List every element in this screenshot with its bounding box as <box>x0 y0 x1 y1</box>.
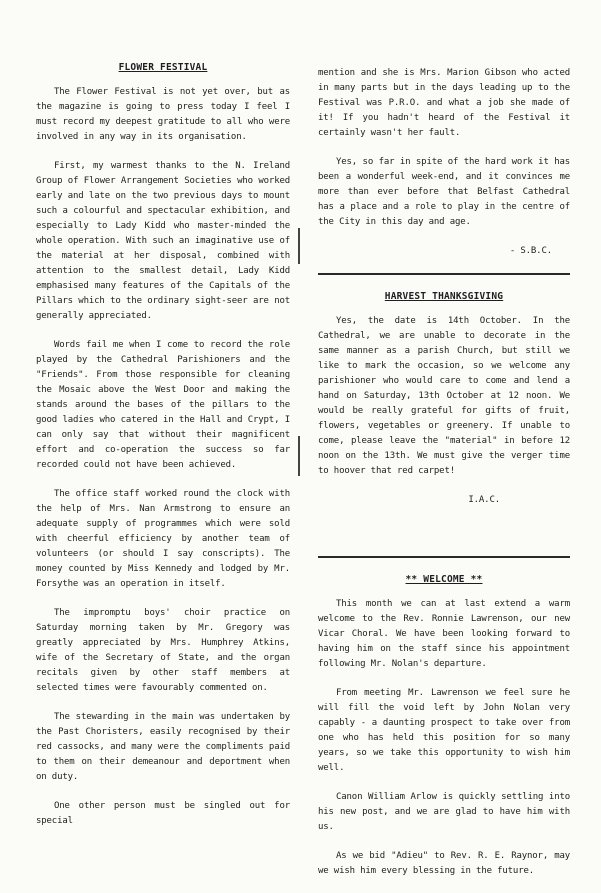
paragraph: The stewarding in the main was undertaken by the Past Choristers, easily recognised by their red cassocks, and many were the compliments paid to them on their demeanour and deportment when on duty. <box>36 712 290 782</box>
paragraph: As we bid "Adieu" to Rev. R. E. Raynor, may we wish him every blessing in the future. <box>318 851 570 876</box>
paragraph: mention and she is Mrs. Marion Gibson who acted in many parts but in the days leading up to the Festival was P.R.O. and what a job she made of it! If you hadn't heard of the Festival it certainly wasn't her fault. <box>318 68 570 138</box>
signature: - S.B.C. <box>509 246 552 256</box>
paragraph: The office staff worked round the clock with the help of Mrs. Nan Armstrong to ensure an adequate supply of programmes which were sold with cheerful efficiency by another team of volunteers (or should I say conscripts). The money counted by Miss Kennedy and lodged by Mr. Forsythe was an operation in itself. <box>36 489 290 589</box>
welcome-heading: ** WELCOME ** <box>405 574 483 585</box>
paragraph: From meeting Mr. Lawrenson we feel sure he will fill the void left by John Nolan very capably - a daunting prospect to take over from one who has held this position for so many years, so we take this opportunity to wish him well. <box>318 688 570 773</box>
right-column <box>318 66 570 893</box>
left-column <box>36 62 290 843</box>
margin-mark <box>298 228 300 264</box>
paragraph: Yes, so far in spite of the hard work it has been a wonderful week-end, and it convinces me more than ever before that Belfast Cathedral has a place and a role to play in the centre of the City in this day and age. <box>318 157 570 227</box>
flower-festival-heading: FLOWER FESTIVAL <box>118 62 208 73</box>
section-divider <box>318 273 570 275</box>
paragraph: Canon William Arlow is quickly settling into his new post, and we are glad to have him with us. <box>318 792 570 832</box>
paragraph: Words fail me when I come to record the role played by the Cathedral Parishioners and the "Friends". From those responsible for cleaning the Mosaic above the West Door and making the stands around the bases of the pillars to the good ladies who catered in the Hall and Crypt, I can only say that without their magnificent effort and co-operation the success so far recorded could not have been achieved. <box>36 340 290 470</box>
margin-mark <box>298 436 300 476</box>
paragraph: The Flower Festival is not yet over, but as the magazine is going to press today I feel I must record my deepest gratitude to all who were involved in any way in its organisation. <box>36 87 290 142</box>
paragraph: First, my warmest thanks to the N. Ireland Group of Flower Arrangement Societies who worked early and late on the two previous days to mount such a colourful and spectacular exhibition, and especially to Lady Kidd who master-minded the whole operation. With such an imaginative use of the material at her disposal, combined with attention to the smallest detail, Lady Kidd emphasised many features of the Capitals of the Pillars which to the ordinary sight-seer are not generally appreciated. <box>36 161 290 321</box>
paragraph: Yes, the date is 14th October. In the Cathedral, we are unable to decorate in the same manner as a parish Church, but still we like to mark the occasion, so we welcome any parishioner who would care to come and lend a hand on Saturday, 13th October at 12 noon. We would be really grateful for gifts of fruit, flowers, vegetables or greenery. If unable to come, please leave the "material" in before 12 noon on the 13th. We must give the verger time to hoover that red carpet! <box>318 316 570 476</box>
paragraph: The impromptu boys' choir practice on Saturday morning taken by Mr. Gregory was greatly appreciated by Mrs. Humphrey Atkins, wife of the Secretary of State, and the organ recitals given by other staff members at selected times were favourably commented on. <box>36 608 290 693</box>
section-divider <box>318 556 570 558</box>
harvest-heading: HARVEST THANKSGIVING <box>384 291 504 302</box>
signature: I.A.C. <box>468 495 500 505</box>
paragraph: One other person must be singled out for special <box>36 801 290 826</box>
paragraph: This month we can at last extend a warm welcome to the Rev. Ronnie Lawrenson, our new Vicar Choral. We have been looking forward to having him on the staff since his appointment following Mr. Nolan's departure. <box>318 599 570 669</box>
